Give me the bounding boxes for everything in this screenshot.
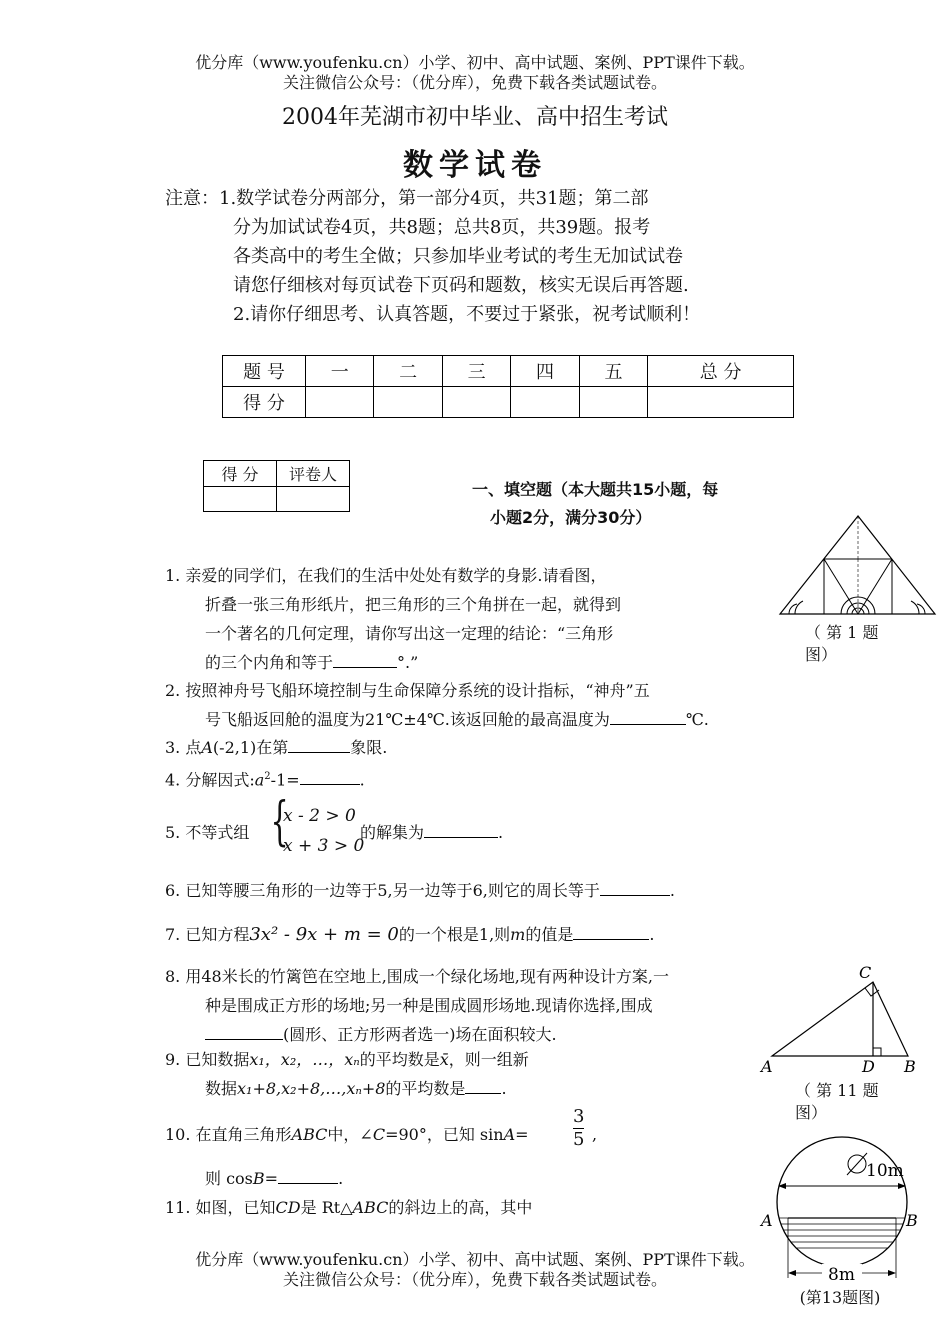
figure-11-right-triangle bbox=[758, 960, 928, 1075]
score-header-cell: 二 bbox=[374, 356, 442, 387]
score-row-label: 得 分 bbox=[223, 387, 306, 418]
notice-line: 请您仔细核对每页试卷下页码和题数，核实无误后再答题. bbox=[233, 275, 689, 296]
grader-name-cell[interactable] bbox=[277, 487, 350, 512]
fig13-label-b: B bbox=[906, 1211, 918, 1230]
notice-line: 分为加试试卷4页，共8题；总共8页，共39题。报考 bbox=[233, 217, 651, 238]
score-cell[interactable] bbox=[648, 387, 794, 418]
question-7: 7. 已知方程3x² - 9x + m = 0的一个根是1,则m的值是 . bbox=[165, 924, 655, 945]
question-11: 11. 如图，已知CD是 Rt△ABC的斜边上的高，其中 bbox=[165, 1198, 533, 1217]
score-cell[interactable] bbox=[579, 387, 647, 418]
grader-table bbox=[203, 460, 350, 512]
question-9: 9. 已知数据x₁，x₂，…，xₙ的平均数是x̄，则一组新 数据x₁+8,x₂+8,…,xₙ+8的平均数是 . bbox=[165, 1050, 529, 1098]
score-header-cell: 五 bbox=[579, 356, 647, 387]
score-header-cell: 四 bbox=[511, 356, 579, 387]
answer-blank[interactable] bbox=[610, 708, 686, 725]
exam-title: 2004年芜湖市初中毕业、高中招生考试 bbox=[282, 105, 668, 130]
answer-blank[interactable] bbox=[424, 821, 498, 838]
figure-13-caption: (第13题图) bbox=[799, 1288, 881, 1307]
system-brace: { bbox=[270, 792, 289, 852]
notice-block bbox=[165, 184, 805, 329]
score-table-header-row bbox=[223, 356, 794, 387]
notice-line: 各类高中的考生全做；只参加毕业考试的考生无加试试卷 bbox=[233, 246, 683, 267]
score-cell[interactable] bbox=[374, 387, 442, 418]
grader-score-cell[interactable] bbox=[204, 487, 277, 512]
section-heading-line: 小题2分，满分30分） bbox=[490, 508, 652, 527]
fig13-label-a: A bbox=[761, 1211, 773, 1230]
answer-blank[interactable] bbox=[288, 736, 350, 753]
figure-1-caption: （ 第 1 题 图） bbox=[805, 623, 879, 664]
fig11-label-a: A bbox=[761, 1057, 773, 1075]
fig13-chord-label: 8m bbox=[828, 1265, 855, 1285]
question-3: 3. 点A(-2,1)在第 象限. bbox=[165, 738, 388, 757]
fig11-label-d: D bbox=[862, 1057, 875, 1075]
grader-header-score: 得 分 bbox=[204, 461, 277, 487]
answer-blank[interactable] bbox=[333, 651, 397, 668]
fraction-three-fifths: $\frac{3}{5}$ bbox=[573, 1106, 585, 1150]
header-banner-line1: 优分库（www.youfenku.cn）小学、初中、高中试题、案例、PPT课件下载。 bbox=[195, 53, 755, 72]
answer-blank[interactable] bbox=[573, 923, 649, 940]
answer-blank[interactable] bbox=[300, 768, 360, 785]
question-10: 10. 在直角三角形ABC中，∠C=90°，已知 sinA= $\frac{3}{5}$ , bbox=[165, 1106, 598, 1150]
answer-blank[interactable] bbox=[278, 1167, 338, 1184]
section-heading-line: 一、填空题（本大题共15小题，每 bbox=[472, 480, 719, 499]
question-1: 1. 亲爱的同学们，在我们的生活中处处有数学的身影.请看图， 折叠一张三角形纸片，把三角形的三个角拼在一起，就得到 一个著名的几何定理，请你写出这一定理的结论：“三角形 的三个内角和等于 °.” bbox=[165, 566, 622, 672]
score-cell[interactable] bbox=[306, 387, 374, 418]
question-2: 2. 按照神舟号飞船环境控制与生命保障分系统的设计指标，“神舟”五 号飞船返回舱的温度为21℃±4℃.该返回舱的最高温度为 ℃. bbox=[165, 681, 709, 729]
score-header-cell: 总 分 bbox=[648, 356, 794, 387]
score-cell[interactable] bbox=[511, 387, 579, 418]
section-heading bbox=[472, 476, 792, 532]
score-cell[interactable] bbox=[442, 387, 510, 418]
score-header-cell: 一 bbox=[306, 356, 374, 387]
answer-blank[interactable] bbox=[600, 879, 670, 896]
header-banner-line2: 关注微信公众号：（优分库），免费下载各类试题试卷。 bbox=[282, 73, 667, 92]
question-10-line2: 则 cosB= . bbox=[205, 1169, 344, 1188]
notice-label: 注意： bbox=[165, 188, 219, 209]
figure-1-triangle bbox=[775, 512, 940, 620]
fig11-label-c: C bbox=[859, 963, 872, 982]
figure-11-caption: （ 第 11 题 图） bbox=[795, 1081, 879, 1122]
score-table-row bbox=[223, 387, 794, 418]
score-header-cell: 题 号 bbox=[223, 356, 306, 387]
grader-header-grader: 评卷人 bbox=[277, 461, 350, 487]
exam-subtitle: 数学试卷 bbox=[403, 148, 547, 183]
answer-blank[interactable] bbox=[205, 1023, 283, 1040]
notice-line: 2.请你仔细思考、认真答题，不要过于紧张，祝考试顺利！ bbox=[233, 304, 701, 325]
question-6: 6. 已知等腰三角形的一边等于5,另一边等于6,则它的周长等于 . bbox=[165, 881, 675, 900]
score-table bbox=[222, 355, 794, 418]
footer-banner-line1: 优分库（www.youfenku.cn）小学、初中、高中试题、案例、PPT课件下载。 bbox=[195, 1250, 755, 1269]
footer-banner-line2: 关注微信公众号：（优分库），免费下载各类试题试卷。 bbox=[282, 1270, 667, 1289]
inequality-row: x - 2 > 0 bbox=[283, 806, 356, 826]
question-8: 8. 用48米长的竹篱笆在空地上,围成一个绿化场地,现有两种设计方案,一 种是围成正方形的场地;另一种是围成圆形场地.现请你选择,围成 (圆形、正方形两者选一)场在面积较大. bbox=[165, 967, 669, 1044]
question-4: 4. 分解因式$:a^2-1=$ . bbox=[165, 770, 365, 790]
answer-blank[interactable] bbox=[465, 1077, 501, 1094]
inequality-row: x + 3 > 0 bbox=[283, 836, 365, 856]
score-header-cell: 三 bbox=[442, 356, 510, 387]
notice-line: 1.数学试卷分两部分，第一部分4页，共31题；第二部 bbox=[219, 188, 649, 209]
fig13-diameter-label: 10m bbox=[866, 1161, 904, 1181]
fig11-label-b: B bbox=[904, 1057, 916, 1075]
question-5: 5. 不等式组 { x - 2 > 0 x + 3 > 0 的解集为 . bbox=[165, 800, 785, 862]
